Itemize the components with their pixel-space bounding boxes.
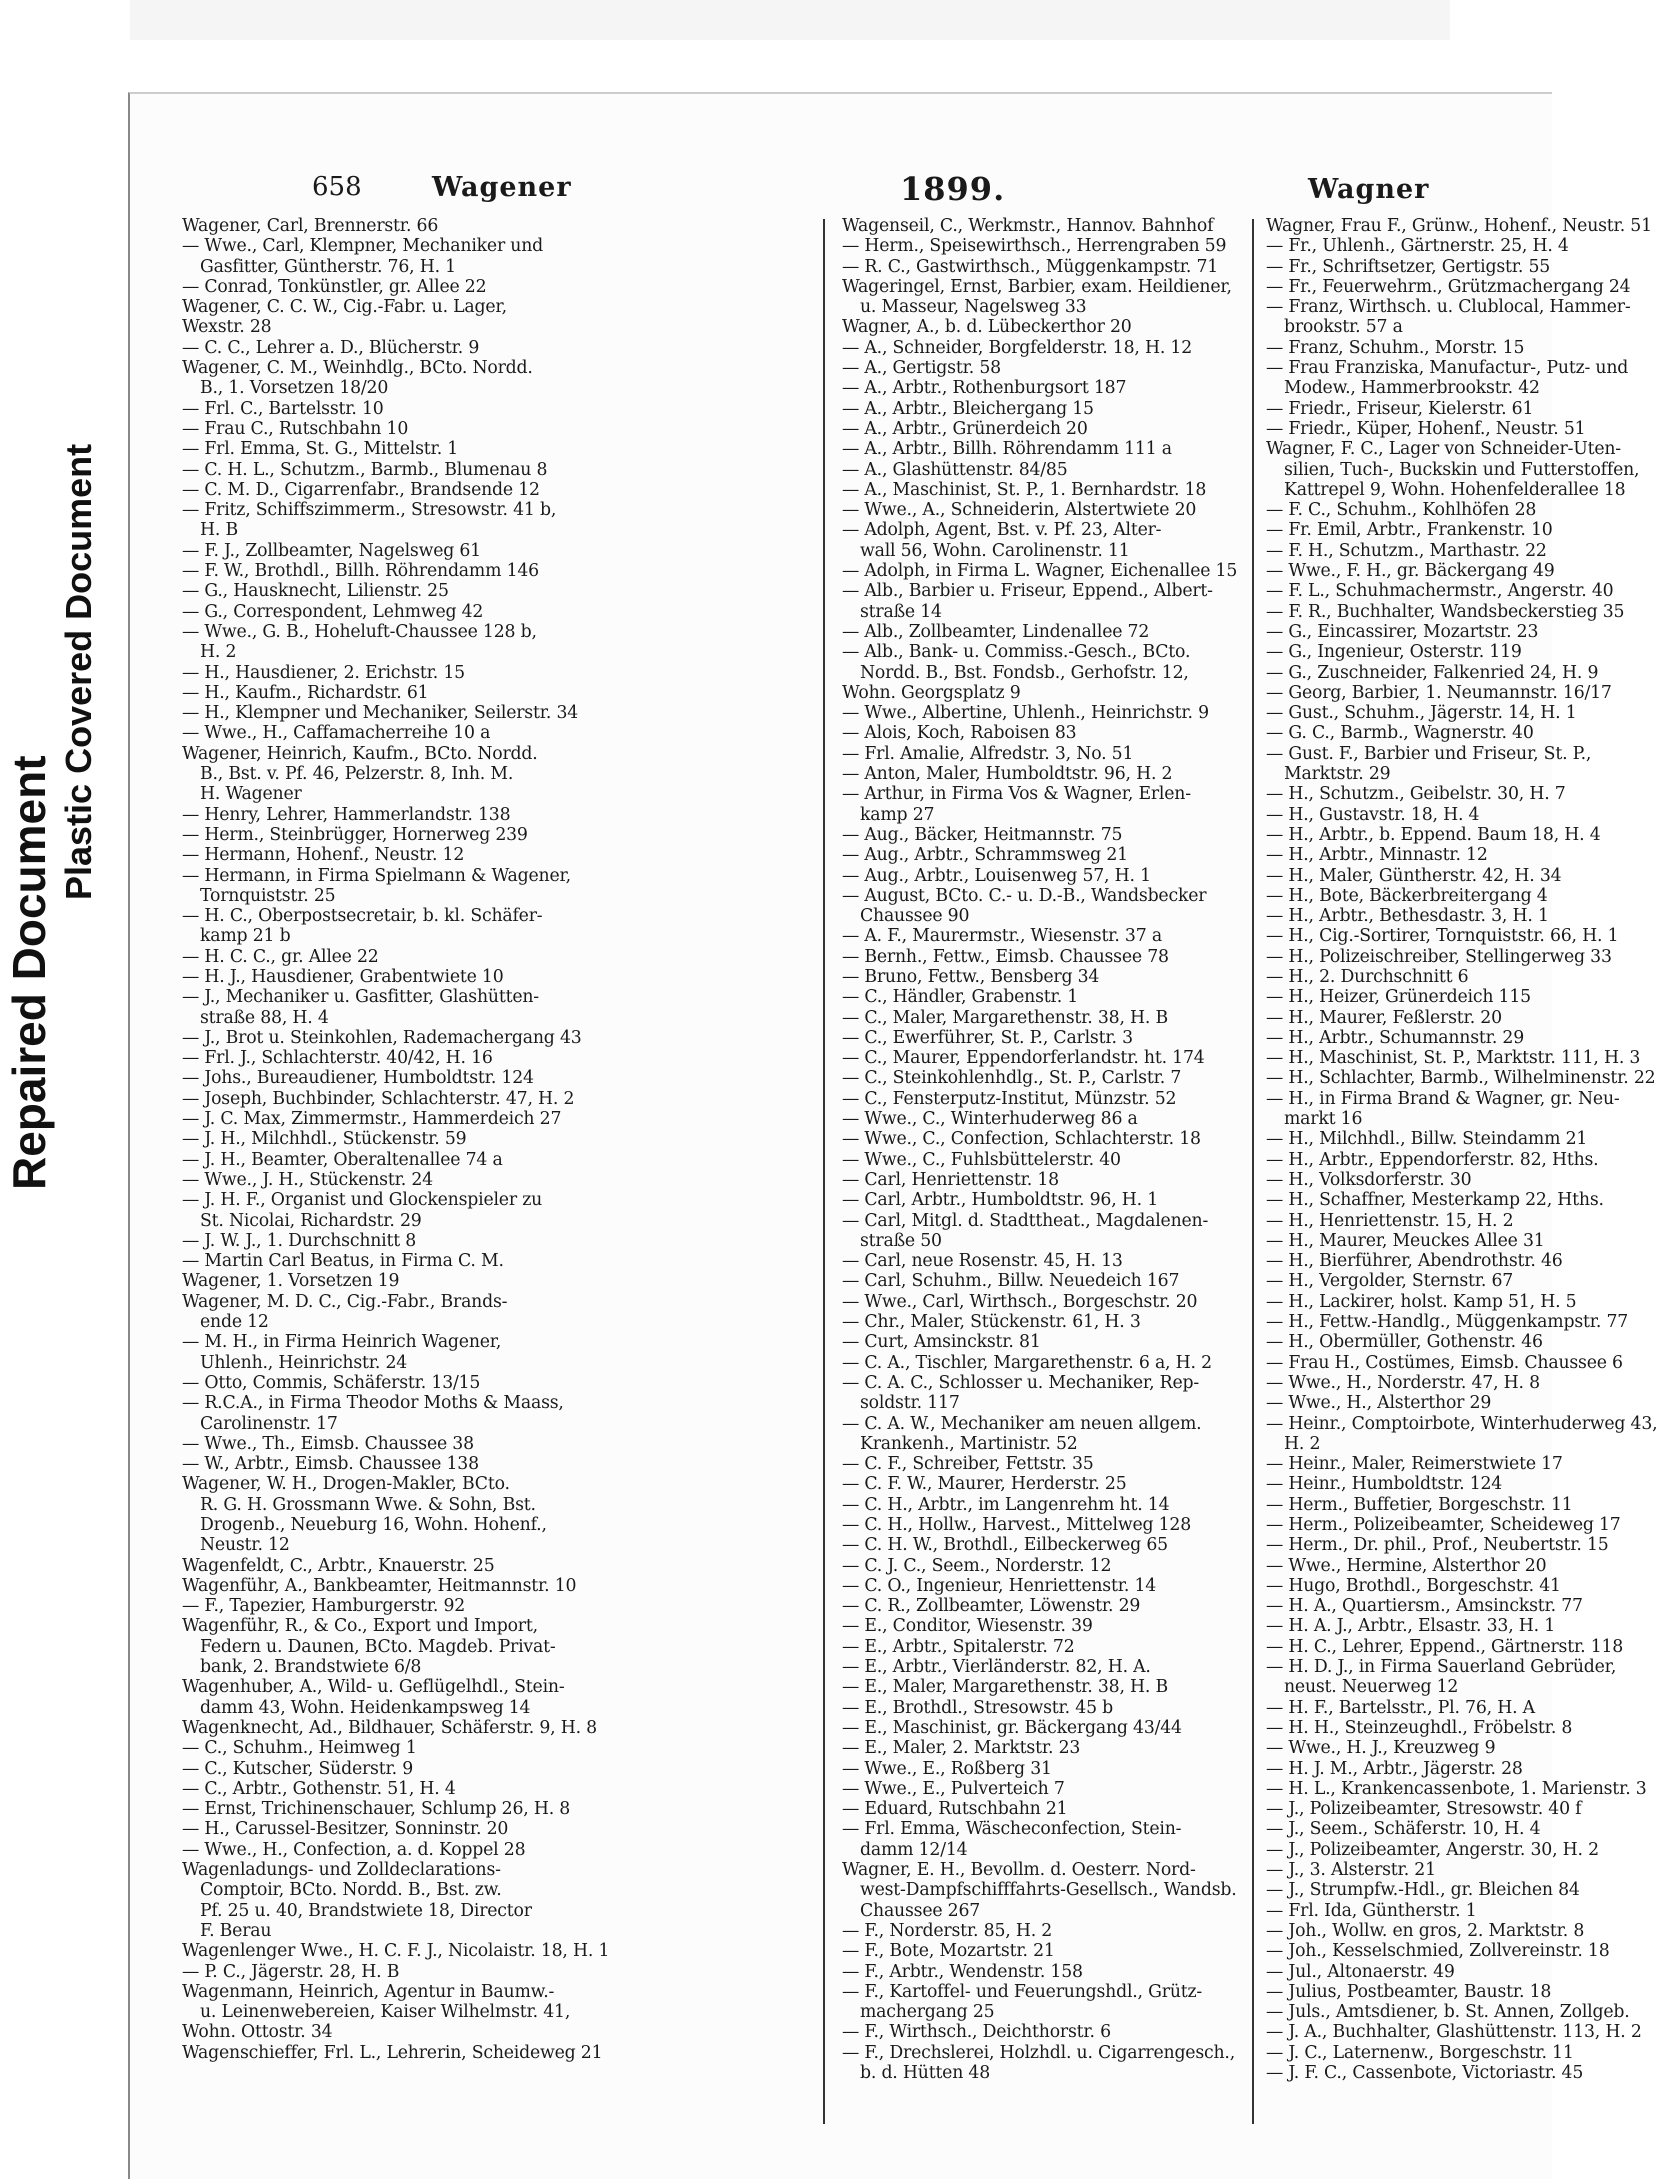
directory-entry-line: — H., Schutzm., Geibelstr. 30, H. 7 <box>1266 784 1566 805</box>
directory-entry-line: — Joh., Wollw. en gros, 2. Marktstr. 8 <box>1266 1920 1585 1941</box>
directory-entry-line: — Wwe., H., Norderstr. 47, H. 8 <box>1266 1372 1540 1393</box>
directory-entry-line: — Frl. C., Bartelsstr. 10 <box>182 398 384 419</box>
directory-entry-line: — G., Ingenieur, Osterstr. 119 <box>1266 642 1522 663</box>
directory-entry-line: — Johs., Bureaudiener, Humboldtstr. 124 <box>182 1068 534 1089</box>
directory-entry-line: — Alb., Bank- u. Commiss.-Gesch., BCto. <box>842 642 1191 663</box>
directory-entry-line: — E., Maler, Margarethenstr. 38, H. B <box>842 1677 1169 1698</box>
directory-entry-line: — H., Henriettenstr. 15, H. 2 <box>1266 1210 1514 1231</box>
directory-entry-line: — C., Arbtr., Gothenstr. 51, H. 4 <box>182 1778 456 1799</box>
directory-entry-line: Comptoir, BCto. Nordd. B., Bst. zw. <box>200 1880 502 1901</box>
directory-entry-line: — H. A., Quartiersm., Amsinckstr. 77 <box>1266 1596 1583 1617</box>
directory-entry-line: Wagener, Heinrich, Kaufm., BCto. Nordd. <box>182 743 538 764</box>
directory-entry-line: — Frl. J., Schlachterstr. 40/42, H. 16 <box>182 1048 493 1069</box>
directory-entry-line: — Franz, Schuhm., Morstr. 15 <box>1266 337 1525 358</box>
directory-entry-line: — Joh., Kesselschmied, Zollvereinstr. 18 <box>1266 1941 1610 1962</box>
directory-entry-line: — C. F. W., Maurer, Herderstr. 25 <box>842 1474 1127 1495</box>
directory-entry-line: — H., Hausdiener, 2. Erichstr. 15 <box>182 662 465 683</box>
directory-entry-line: — H., 2. Durchschnitt 6 <box>1266 966 1469 987</box>
directory-entry-line: brookstr. 57 a <box>1284 317 1403 338</box>
directory-entry-line: Wagener, C. C. W., Cig.-Fabr. u. Lager, <box>182 297 507 318</box>
directory-entry-line: kamp 27 <box>860 804 935 825</box>
directory-entry-line: Tornquiststr. 25 <box>200 885 336 906</box>
directory-entry-line: Marktstr. 29 <box>1284 764 1391 785</box>
directory-entry-line: — A., Gertigstr. 58 <box>842 358 1001 379</box>
directory-entry-line: — C., Maler, Margarethenstr. 38, H. B <box>842 1007 1168 1028</box>
directory-entry-line: Wagener, C. M., Weinhdlg., BCto. Nordd. <box>182 358 533 379</box>
directory-entry-line: — J., Strumpfw.-Hdl., gr. Bleichen 84 <box>1266 1880 1580 1901</box>
directory-entry-line: — Martin Carl Beatus, in Firma C. M. <box>182 1251 504 1272</box>
directory-entry-line: — H., Polizeischreiber, Stellingerweg 33 <box>1266 946 1612 967</box>
directory-entry-line: — F., Wirthsch., Deichthorstr. 6 <box>842 2022 1111 2043</box>
column-rule <box>823 219 825 2124</box>
directory-entry-line: — H. F., Bartelsstr., Pl. 76, H. A <box>1266 1697 1535 1718</box>
directory-entry-line: — August, BCto. C.- u. D.-B., Wandsbecker <box>842 885 1207 906</box>
directory-entry-line: — C. H. L., Schutzm., Barmb., Blumenau 8 <box>182 459 548 480</box>
directory-entry-line: — H., Schlachter, Barmb., Wilhelminenstr. 22 <box>1266 1068 1656 1089</box>
directory-entry-line: — H., Klempner und Mechaniker, Seilerstr. 34 <box>182 703 579 724</box>
directory-entry-line: Neustr. 12 <box>200 1535 290 1556</box>
directory-entry-line: — C. F., Schreiber, Fettstr. 35 <box>842 1454 1094 1475</box>
directory-entry-line: H. Wagener <box>200 784 302 805</box>
directory-entry-line: Wagener, M. D. C., Cig.-Fabr., Brands- <box>182 1291 508 1312</box>
directory-entry-line: — H., Carussel-Besitzer, Sonninstr. 20 <box>182 1819 509 1840</box>
directory-entry-line: — Carl, Arbtr., Humboldtstr. 96, H. 1 <box>842 1190 1159 1211</box>
directory-entry-line: — J., Mechaniker u. Gasfitter, Glashütten- <box>182 987 539 1008</box>
directory-entry-line: machergang 25 <box>860 2002 995 2023</box>
right-running-head: Wagner <box>1308 174 1430 205</box>
directory-entry-line: Chaussee 267 <box>860 1900 981 1921</box>
directory-entry-line: — H., Arbtr., Schumannstr. 29 <box>1266 1027 1524 1048</box>
directory-entry-line: — H., Bierführer, Abendrothstr. 46 <box>1266 1251 1563 1272</box>
directory-entry-line: Chaussee 90 <box>860 906 970 927</box>
directory-entry-line: — A., Glashüttenstr. 84/85 <box>842 459 1068 480</box>
directory-entry-line: — C. A., Tischler, Margarethenstr. 6 a, H. 2 <box>842 1352 1212 1373</box>
directory-entry-line: — Alb., Barbier u. Friseur, Eppend., Albert- <box>842 581 1213 602</box>
directory-entry-line: — Carl, Mitgl. d. Stadttheat., Magdalenen- <box>842 1210 1209 1231</box>
directory-entry-line: — Wwe., E., Roßberg 31 <box>842 1758 1052 1779</box>
directory-entry-line: — F., Tapezier, Hamburgerstr. 92 <box>182 1596 466 1617</box>
directory-entry-line: — C. R., Zollbeamter, Löwenstr. 29 <box>842 1596 1141 1617</box>
directory-entry-line: damm 12/14 <box>860 1839 968 1860</box>
directory-entry-line: — Wwe., H., Confection, a. d. Koppel 28 <box>182 1839 526 1860</box>
directory-entry-line: bank, 2. Brandstwiete 6/8 <box>200 1657 422 1678</box>
directory-entry-line: — H., Maurer, Feßlerstr. 20 <box>1266 1007 1502 1028</box>
directory-entry-line: — C., Ewerführer, St. P., Carlstr. 3 <box>842 1027 1133 1048</box>
directory-entry-line: B., 1. Vorsetzen 18/20 <box>200 378 389 399</box>
directory-entry-line: — E., Arbtr., Spitalerstr. 72 <box>842 1636 1075 1657</box>
directory-entry-line: wall 56, Wohn. Carolinenstr. 11 <box>860 540 1130 561</box>
directory-entry-line: — Carl, Henriettenstr. 18 <box>842 1169 1059 1190</box>
directory-entry-line: — P. C., Jägerstr. 28, H. B <box>182 1961 400 1982</box>
directory-entry-line: — Wwe., Th., Eimsb. Chaussee 38 <box>182 1433 474 1454</box>
directory-entry-line: — Ernst, Trichinenschauer, Schlump 26, H. 8 <box>182 1799 571 1820</box>
directory-entry-line: — Wwe., H., Caffamacherreihe 10 a <box>182 723 491 744</box>
directory-entry-line: — H., Arbtr., Minnastr. 12 <box>1266 845 1488 866</box>
directory-entry-line: — Herm., Speisewirthsch., Herrengraben 59 <box>842 236 1227 257</box>
directory-entry-line: — Georg, Barbier, 1. Neumannstr. 16/17 <box>1266 682 1612 703</box>
directory-entry-line: — C., Händler, Grabenstr. 1 <box>842 987 1079 1008</box>
directory-entry-line: — Wwe., J. H., Stückenstr. 24 <box>182 1169 433 1190</box>
directory-entry-line: — F. W., Brothdl., Billh. Röhrendamm 146 <box>182 561 539 582</box>
directory-entry-line: markt 16 <box>1284 1109 1363 1130</box>
directory-entry-line: Wagenseil, C., Werkmstr., Hannov. Bahnhof <box>842 216 1214 236</box>
directory-entry-line: — H. D. J., in Firma Sauerland Gebrüder, <box>1266 1657 1617 1678</box>
repaired-document-label: Repaired Document <box>3 755 55 1190</box>
directory-entry-line: St. Nicolai, Richardstr. 29 <box>200 1210 422 1231</box>
directory-entry-line: F. Berau <box>200 1920 272 1941</box>
directory-entry-line: — G., Eincassirer, Mozartstr. 23 <box>1266 621 1539 642</box>
left-running-head: Wagener <box>432 172 572 203</box>
directory-entry-line: — H., Maurer, Meuckes Allee 31 <box>1266 1230 1545 1251</box>
directory-entry-line: — Wwe., Carl, Klempner, Mechaniker und <box>182 236 544 257</box>
directory-entry-line: — Aug., Bäcker, Heitmannstr. 75 <box>842 824 1123 845</box>
directory-entry-line: Wexstr. 28 <box>182 317 272 338</box>
directory-entry-line: — Frl. Amalie, Alfredstr. 3, No. 51 <box>842 743 1134 764</box>
directory-entry-line: — G., Zuschneider, Falkenried 24, H. 9 <box>1266 662 1599 683</box>
directory-entry-line: Modew., Hammerbrookstr. 42 <box>1284 378 1540 399</box>
directory-entry-line: — Wwe., H., Alsterthor 29 <box>1266 1393 1492 1414</box>
directory-entry-line: — Anton, Maler, Humboldtstr. 96, H. 2 <box>842 764 1173 785</box>
directory-entry-line: — F. L., Schuhmachermstr., Angerstr. 40 <box>1266 581 1614 602</box>
directory-column-1 <box>182 216 810 2063</box>
directory-entry-line: — Otto, Commis, Schäferstr. 13/15 <box>182 1372 481 1393</box>
directory-entry-line: — H., Arbtr., Bethesdastr. 3, H. 1 <box>1266 906 1549 927</box>
directory-entry-line: — F., Bote, Mozartstr. 21 <box>842 1941 1055 1962</box>
directory-entry-line: — C. C., Lehrer a. D., Blücherstr. 9 <box>182 337 480 358</box>
directory-entry-line: — H. A. J., Arbtr., Elsastr. 33, H. 1 <box>1266 1616 1556 1637</box>
directory-entry-line: — Eduard, Rutschbahn 21 <box>842 1799 1068 1820</box>
directory-entry-line: Krankenh., Martinistr. 52 <box>860 1433 1078 1454</box>
directory-entry-line: west-Dampfschifffahrts-Gesellsch., Wandsb. <box>860 1880 1237 1901</box>
directory-entry-line: — C. A. W., Mechaniker am neuen allgem. <box>842 1413 1202 1434</box>
directory-entry-line: Wohn. Ottostr. 34 <box>182 2022 333 2043</box>
directory-entry-line: — Gust., Schuhm., Jägerstr. 14, H. 1 <box>1266 703 1577 724</box>
directory-entry-line: Wagner, A., b. d. Lübeckerthor 20 <box>842 317 1132 338</box>
directory-entry-line: — Herm., Dr. phil., Prof., Neubertstr. 15 <box>1266 1535 1609 1556</box>
directory-entry-line: — J., Polizeibeamter, Stresowstr. 40 f <box>1266 1799 1582 1820</box>
directory-entry-line: — Wwe., H. J., Kreuzweg 9 <box>1266 1738 1496 1759</box>
directory-column-3 <box>1266 216 1657 2084</box>
directory-entry-line: — C. H. W., Brothdl., Eilbeckerweg 65 <box>842 1535 1168 1556</box>
directory-entry-line: — H., Maler, Güntherstr. 42, H. 34 <box>1266 865 1562 886</box>
directory-entry-line: — Frau Franziska, Manufactur-, Putz- und <box>1266 358 1629 379</box>
directory-entry-line: — C., Fensterputz-Institut, Münzstr. 52 <box>842 1088 1177 1109</box>
directory-entry-line: — Alois, Koch, Raboisen 83 <box>842 723 1077 744</box>
directory-entry-line: — J., 3. Alsterstr. 21 <box>1266 1860 1436 1881</box>
directory-entry-line: Carolinenstr. 17 <box>200 1413 338 1434</box>
directory-entry-line: — Wwe., A., Schneiderin, Alstertwiete 20 <box>842 500 1197 521</box>
directory-entry-line: — Chr., Maler, Stückenstr. 61, H. 3 <box>842 1312 1141 1333</box>
directory-entry-line: ende 12 <box>200 1312 269 1333</box>
directory-entry-line: Wagenknecht, Ad., Bildhauer, Schäferstr. 9, H. 8 <box>182 1717 597 1738</box>
directory-entry-line: — R. C., Gastwirthsch., Müggenkampstr. 71 <box>842 256 1219 277</box>
directory-entry-line: — H., Schaffner, Mesterkamp 22, Hths. <box>1266 1190 1604 1211</box>
directory-entry-line: — Alb., Zollbeamter, Lindenallee 72 <box>842 621 1150 642</box>
directory-entry-line: — C., Maurer, Eppendorferlandstr. ht. 174 <box>842 1048 1205 1069</box>
directory-entry-line: — J. F. C., Cassenbote, Victoriastr. 45 <box>1266 2063 1584 2084</box>
directory-entry-line: — H., Milchhdl., Billw. Steindamm 21 <box>1266 1129 1588 1150</box>
directory-entry-line: — Wwe., E., Pulverteich 7 <box>842 1778 1065 1799</box>
directory-entry-line: — C. H., Hollw., Harvest., Mittelweg 128 <box>842 1515 1192 1535</box>
directory-entry-line: — J., Polizeibeamter, Angerstr. 30, H. 2 <box>1266 1839 1599 1860</box>
directory-entry-line: — Frl. Ida, Güntherstr. 1 <box>1266 1900 1477 1921</box>
directory-entry-line: — Heinr., Comptoirbote, Winterhuderweg 43, <box>1266 1413 1657 1434</box>
directory-entry-line: Wageringel, Ernst, Barbier, exam. Heildiener, <box>842 276 1232 297</box>
directory-entry-line: straße 14 <box>860 601 942 622</box>
directory-entry-line: — Wwe., G. B., Hoheluft-Chaussee 128 b, <box>182 621 537 642</box>
directory-entry-line: — E., Conditor, Wiesenstr. 39 <box>842 1616 1093 1637</box>
directory-entry-line: — H. L., Krankencassenbote, 1. Marienstr. 3 <box>1266 1778 1647 1799</box>
directory-entry-line: — Herm., Steinbrügger, Hornerweg 239 <box>182 824 528 845</box>
directory-entry-line: — C., Kutscher, Süderstr. 9 <box>182 1758 413 1779</box>
directory-entry-line: Wagener, Carl, Brennerstr. 66 <box>182 216 439 236</box>
page-top-edge <box>130 0 1450 40</box>
directory-entry-line: neust. Neuerweg 12 <box>1284 1677 1459 1698</box>
directory-entry-line: — A., Arbtr., Billh. Röhrendamm 111 a <box>842 439 1172 460</box>
directory-entry-line: — A., Arbtr., Grünerdeich 20 <box>842 418 1088 439</box>
directory-entry-line: — Adolph, Agent, Bst. v. Pf. 23, Alter- <box>842 520 1162 541</box>
directory-entry-line: — C. O., Ingenieur, Henriettenstr. 14 <box>842 1575 1157 1596</box>
directory-entry-line: Wagner, E. H., Bevollm. d. Oesterr. Nord- <box>842 1860 1196 1881</box>
directory-entry-line: — H., Volksdorferstr. 30 <box>1266 1169 1472 1190</box>
directory-entry-line: — J. H., Beamter, Oberaltenallee 74 a <box>182 1149 503 1170</box>
directory-entry-line: Pf. 25 u. 40, Brandstwiete 18, Director <box>200 1900 532 1921</box>
directory-entry-line: — J. C. Max, Zimmermstr., Hammerdeich 27 <box>182 1109 562 1130</box>
directory-entry-line: Uhlenh., Heinrichstr. 24 <box>200 1352 408 1373</box>
directory-entry-line: — J. H., Milchhdl., Stückenstr. 59 <box>182 1129 467 1150</box>
directory-entry-line: — Wwe., Carl, Wirthsch., Borgeschstr. 20 <box>842 1291 1198 1312</box>
directory-entry-line: — A., Maschinist, St. P., 1. Bernhardstr. 18 <box>842 479 1207 500</box>
directory-entry-line: — Julius, Postbeamter, Baustr. 18 <box>1266 1981 1552 2002</box>
directory-entry-line: — F. R., Buchhalter, Wandsbeckerstieg 35 <box>1266 601 1625 622</box>
directory-entry-line: — F. H., Schutzm., Marthastr. 22 <box>1266 540 1547 561</box>
directory-entry-line: — H., Heizer, Grünerdeich 115 <box>1266 987 1531 1008</box>
directory-entry-line: Gasfitter, Güntherstr. 76, H. 1 <box>200 256 456 277</box>
directory-page <box>128 92 1657 2179</box>
directory-entry-line: — Aug., Arbtr., Louisenweg 57, H. 1 <box>842 865 1151 886</box>
directory-entry-line: — Heinr., Humboldtstr. 124 <box>1266 1474 1503 1495</box>
directory-entry-line: — Jul., Altonaerstr. 49 <box>1266 1961 1455 1982</box>
directory-entry-line: — Bruno, Fettw., Bensberg 34 <box>842 966 1100 987</box>
directory-entry-line: Wagenführ, A., Bankbeamter, Heitmannstr. 10 <box>182 1575 577 1596</box>
directory-entry-line: soldstr. 117 <box>860 1393 960 1414</box>
directory-entry-line: Nordd. B., Bst. Fondsb., Gerhofstr. 12, <box>860 662 1189 683</box>
directory-entry-line: — Frl. Emma, Wäscheconfection, Stein- <box>842 1819 1182 1840</box>
directory-entry-line: Wagener, W. H., Drogen-Makler, BCto. <box>182 1474 510 1495</box>
directory-entry-line: — H. J. M., Arbtr., Jägerstr. 28 <box>1266 1758 1523 1779</box>
directory-entry-line: — H., Kaufm., Richardstr. 61 <box>182 682 429 703</box>
directory-entry-line: — H. H., Steinzeughdl., Fröbelstr. 8 <box>1266 1717 1573 1738</box>
directory-entry-line: — G. C., Barmb., Wagnerstr. 40 <box>1266 723 1534 744</box>
directory-entry-line: Wagenlenger Wwe., H. C. F. J., Nicolaistr. 18, H. 1 <box>182 1941 610 1962</box>
year-heading: 1899. <box>900 170 1006 208</box>
directory-entry-line: — H. C., Oberpostsecretair, b. kl. Schäfer- <box>182 906 543 927</box>
directory-entry-line: H. 2 <box>200 642 237 663</box>
directory-entry-line: — H., Fettw.-Handlg., Müggenkampstr. 77 <box>1266 1312 1629 1333</box>
directory-entry-line: — H., Maschinist, St. P., Marktstr. 111, H. 3 <box>1266 1048 1641 1069</box>
directory-entry-line: — C., Schuhm., Heimweg 1 <box>182 1738 417 1759</box>
directory-entry-line: — Gust. F., Barbier und Friseur, St. P., <box>1266 743 1592 764</box>
directory-entry-line: Wagener, 1. Vorsetzen 19 <box>182 1271 400 1292</box>
directory-entry-line: Wagenschieffer, Frl. L., Lehrerin, Scheideweg 21 <box>182 2042 603 2063</box>
directory-entry-line: Wagner, Frau F., Grünw., Hohenf., Neustr. 51 <box>1266 216 1652 236</box>
directory-entry-line: — H., Vergolder, Sternstr. 67 <box>1266 1271 1514 1292</box>
directory-entry-line: — Frau C., Rutschbahn 10 <box>182 418 409 439</box>
directory-entry-line: Wagner, F. C., Lager von Schneider-Uten- <box>1266 439 1621 460</box>
directory-entry-line: — F. C., Schuhm., Kohlhöfen 28 <box>1266 500 1537 521</box>
directory-entry-line: — J. C., Laternenw., Borgeschstr. 11 <box>1266 2042 1574 2063</box>
directory-entry-line: — Hermann, in Firma Spielmann & Wagener, <box>182 865 571 886</box>
directory-entry-line: — Conrad, Tonkünstler, gr. Allee 22 <box>182 276 487 297</box>
directory-entry-line: — Fritz, Schiffszimmerm., Stresowstr. 41 b, <box>182 500 557 521</box>
directory-entry-line: — Juls., Amtsdiener, b. St. Annen, Zollgeb. <box>1266 2002 1630 2023</box>
directory-entry-line: — R.C.A., in Firma Theodor Moths & Maass, <box>182 1393 564 1414</box>
directory-entry-line: — H. C. C., gr. Allee 22 <box>182 946 379 967</box>
directory-entry-line: — Frl. Emma, St. G., Mittelstr. 1 <box>182 439 459 460</box>
directory-entry-line: — Fr. Emil, Arbtr., Frankenstr. 10 <box>1266 520 1553 541</box>
directory-entry-line: straße 88, H. 4 <box>200 1007 329 1028</box>
directory-entry-line: — Henry, Lehrer, Hammerlandstr. 138 <box>182 804 511 825</box>
directory-entry-line: — M. H., in Firma Heinrich Wagener, <box>182 1332 502 1353</box>
directory-column-2 <box>842 216 1246 2083</box>
directory-entry-line: — J., Seem., Schäferstr. 10, H. 4 <box>1266 1819 1541 1840</box>
directory-entry-line: — Hugo, Brothdl., Borgeschstr. 41 <box>1266 1575 1561 1596</box>
directory-entry-line: H. 2 <box>1284 1433 1321 1454</box>
directory-entry-line: — A., Arbtr., Rothenburgsort 187 <box>842 378 1127 399</box>
directory-entry-line: — Friedr., Friseur, Kielerstr. 61 <box>1266 398 1534 419</box>
directory-entry-line: — E., Maler, 2. Marktstr. 23 <box>842 1738 1081 1759</box>
directory-entry-line: — Wwe., Hermine, Alsterthor 20 <box>1266 1555 1547 1576</box>
directory-entry-line: — W., Arbtr., Eimsb. Chaussee 138 <box>182 1454 479 1475</box>
directory-entry-line: — C. J. C., Seem., Norderstr. 12 <box>842 1555 1112 1576</box>
directory-entry-line: Kattrepel 9, Wohn. Hohenfelderallee 18 <box>1284 479 1626 500</box>
directory-entry-line: u. Masseur, Nagelsweg 33 <box>860 297 1087 318</box>
directory-entry-line: — G., Correspondent, Lehmweg 42 <box>182 601 484 622</box>
directory-entry-line: — H., Arbtr., b. Eppend. Baum 18, H. 4 <box>1266 824 1601 845</box>
directory-entry-line: — H., Bote, Bäckerbreitergang 4 <box>1266 885 1548 906</box>
plastic-covered-label: Plastic Covered Document <box>58 443 99 900</box>
directory-entry-line: — C. M. D., Cigarrenfabr., Brandsende 12 <box>182 479 540 500</box>
directory-entry-line: — Franz, Wirthsch. u. Clublocal, Hammer- <box>1266 297 1631 318</box>
directory-entry-line: — H., Gustavstr. 18, H. 4 <box>1266 804 1480 825</box>
directory-entry-line: — Joseph, Buchbinder, Schlachterstr. 47, H. 2 <box>182 1088 575 1109</box>
directory-entry-line: — H., Arbtr., Eppendorferstr. 82, Hths. <box>1266 1149 1599 1170</box>
directory-entry-line: silien, Tuch-, Buckskin und Futterstoffen, <box>1284 459 1640 480</box>
directory-entry-line: — Fr., Feuerwehrm., Grützmachergang 24 <box>1266 276 1631 297</box>
directory-entry-line: — Herm., Polizeibeamter, Scheideweg 17 <box>1266 1515 1621 1535</box>
directory-entry-line: Wagenhuber, A., Wild- u. Geflügelhdl., Stein- <box>182 1677 565 1698</box>
directory-entry-line: b. d. Hütten 48 <box>860 2063 991 2084</box>
directory-entry-line: — F., Arbtr., Wendenstr. 158 <box>842 1961 1083 1982</box>
directory-entry-line: — C., Steinkohlenhdlg., St. P., Carlstr. 7 <box>842 1068 1182 1089</box>
directory-entry-line: — H., in Firma Brand & Wagner, gr. Neu- <box>1266 1088 1620 1109</box>
directory-entry-line: R. G. H. Grossmann Wwe. & Sohn, Bst. <box>200 1494 536 1515</box>
directory-entry-line: — Wwe., C., Fuhlsbüttelerstr. 40 <box>842 1149 1121 1170</box>
directory-entry-line: — Aug., Arbtr., Schrammsweg 21 <box>842 845 1128 866</box>
directory-entry-line: — F., Norderstr. 85, H. 2 <box>842 1920 1053 1941</box>
directory-entry-line: — J. A., Buchhalter, Glashüttenstr. 113, H. 2 <box>1266 2022 1642 2043</box>
directory-entry-line: — Hermann, Hohenf., Neustr. 12 <box>182 845 465 866</box>
directory-entry-line: Wagenführ, R., & Co., Export und Import, <box>182 1616 538 1637</box>
directory-entry-line: Wagenfeldt, C., Arbtr., Knauerstr. 25 <box>182 1555 495 1576</box>
directory-entry-line: — F., Drechslerei, Holzhdl. u. Cigarrengesch., <box>842 2042 1236 2063</box>
directory-entry-line: H. B <box>200 520 238 541</box>
directory-entry-line: — C. A. C., Schlosser u. Mechaniker, Rep- <box>842 1372 1200 1393</box>
directory-entry-line: — Carl, neue Rosenstr. 45, H. 13 <box>842 1251 1123 1272</box>
directory-entry-line: — A. F., Maurermstr., Wiesenstr. 37 a <box>842 926 1162 947</box>
directory-entry-line: — Arthur, in Firma Vos & Wagner, Erlen- <box>842 784 1191 805</box>
page-header <box>130 166 1552 212</box>
directory-entry-line: — E., Brothdl., Stresowstr. 45 b <box>842 1697 1114 1718</box>
directory-entry-line: — H., Obermüller, Gothenstr. 46 <box>1266 1332 1543 1353</box>
directory-entry-line: — Curt, Amsinckstr. 81 <box>842 1332 1041 1353</box>
directory-entry-line: — J. H. F., Organist und Glockenspieler zu <box>182 1190 543 1211</box>
column-rule <box>1252 219 1254 2124</box>
directory-entry-line: — Fr., Uhlenh., Gärtnerstr. 25, H. 4 <box>1266 236 1569 257</box>
directory-entry-line: — J., Brot u. Steinkohlen, Rademachergang 43 <box>182 1027 582 1048</box>
directory-entry-line: — Frau H., Costümes, Eimsb. Chaussee 6 <box>1266 1352 1623 1373</box>
directory-entry-line: — Adolph, in Firma L. Wagner, Eichenallee 15 <box>842 561 1238 582</box>
directory-entry-line: — Heinr., Maler, Reimerstwiete 17 <box>1266 1454 1563 1475</box>
directory-entry-line: — Carl, Schuhm., Billw. Neuedeich 167 <box>842 1271 1180 1292</box>
directory-entry-line: damm 43, Wohn. Heidenkampsweg 14 <box>200 1697 531 1718</box>
directory-entry-line: — E., Maschinist, gr. Bäckergang 43/44 <box>842 1717 1182 1738</box>
page-number: 658 <box>312 172 362 202</box>
directory-entry-line: — J. W. J., 1. Durchschnitt 8 <box>182 1230 417 1251</box>
directory-entry-line: — A., Arbtr., Bleichergang 15 <box>842 398 1094 419</box>
directory-entry-line: Drogenb., Neueburg 16, Wohn. Hohenf., <box>200 1515 547 1535</box>
directory-entry-line: straße 50 <box>860 1230 942 1251</box>
directory-entry-line: — E., Arbtr., Vierländerstr. 82, H. A. <box>842 1657 1151 1678</box>
directory-entry-line: — Bernh., Fettw., Eimsb. Chaussee 78 <box>842 946 1169 967</box>
directory-entry-line: — C. H., Arbtr., im Langenrehm ht. 14 <box>842 1494 1170 1515</box>
directory-entry-line: — Wwe., C., Winterhuderweg 86 a <box>842 1109 1138 1130</box>
directory-entry-line: kamp 21 b <box>200 926 291 947</box>
directory-entry-line: Wagenmann, Heinrich, Agentur in Baumw.- <box>182 1981 555 2002</box>
directory-entry-line: — H. C., Lehrer, Eppend., Gärtnerstr. 118 <box>1266 1636 1624 1657</box>
directory-entry-line: — Wwe., Albertine, Uhlenh., Heinrichstr. 9 <box>842 703 1209 724</box>
directory-entry-line: — F., Kartoffel- und Feuerungshdl., Grütz- <box>842 1981 1203 2002</box>
directory-entry-line: — H. J., Hausdiener, Grabentwiete 10 <box>182 966 504 987</box>
directory-entry-line: — G., Hausknecht, Lilienstr. 25 <box>182 581 449 602</box>
directory-entry-line: — Wwe., C., Confection, Schlachterstr. 18 <box>842 1129 1201 1150</box>
directory-entry-line: — Friedr., Küper, Hohenf., Neustr. 51 <box>1266 418 1586 439</box>
directory-entry-line: — H., Lackirer, holst. Kamp 51, H. 5 <box>1266 1291 1577 1312</box>
directory-entry-line: — Herm., Buffetier, Borgeschstr. 11 <box>1266 1494 1573 1515</box>
directory-entry-line: Wohn. Georgsplatz 9 <box>842 682 1021 703</box>
directory-entry-line: — F. J., Zollbeamter, Nagelsweg 61 <box>182 540 481 561</box>
directory-entry-line: Wagenladungs- und Zolldeclarations- <box>182 1860 501 1881</box>
directory-entry-line: — A., Schneider, Borgfelderstr. 18, H. 12 <box>842 337 1193 358</box>
directory-entry-line: B., Bst. v. Pf. 46, Pelzerstr. 8, Inh. M. <box>200 764 514 785</box>
directory-entry-line: — Fr., Schriftsetzer, Gertigstr. 55 <box>1266 256 1551 277</box>
directory-entry-line: — Wwe., F. H., gr. Bäckergang 49 <box>1266 561 1555 582</box>
directory-entry-line: u. Leinenwebereien, Kaiser Wilhelmstr. 41, <box>200 2002 571 2023</box>
directory-entry-line: Federn u. Daunen, BCto. Magdeb. Privat- <box>200 1636 556 1657</box>
directory-entry-line: — H., Cig.-Sortirer, Tornquiststr. 66, H. 1 <box>1266 926 1619 947</box>
